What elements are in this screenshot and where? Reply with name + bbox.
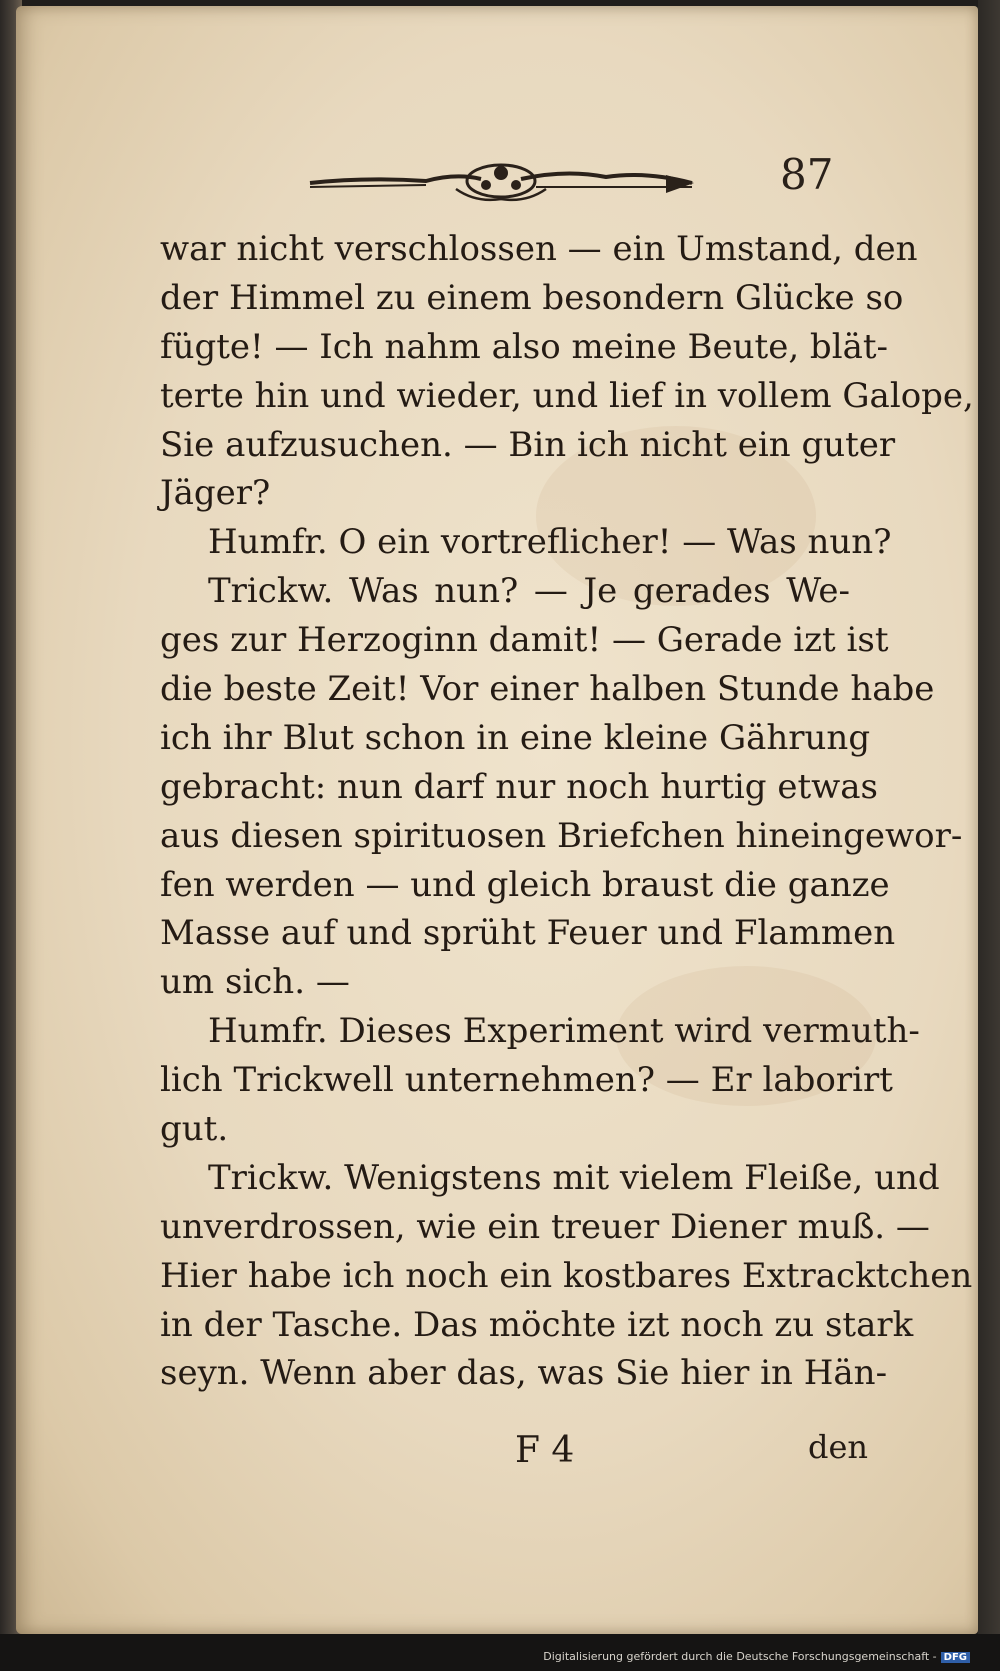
text-line: gebracht: nun darf nur noch hurtig etwas: [160, 766, 878, 807]
body-text: [160, 225, 974, 1398]
text-line: war nicht verschlossen — ein Umstand, den: [160, 229, 918, 269]
text-line: terte hin und wieder, und lief in vollem Galope,: [160, 375, 974, 416]
text-line: fen werden — und gleich braust die ganze: [160, 864, 890, 905]
text-line: um sich. —: [160, 962, 350, 1003]
text-line: gut.: [160, 1109, 229, 1150]
digitization-credit: [543, 1650, 970, 1663]
text-line: in der Tasche. Das möchte izt noch zu stark: [160, 1304, 914, 1345]
catchword: den: [808, 1428, 869, 1466]
dialogue-line: Trickw. Wenigstens mit vielem Fleiße, und: [208, 1157, 940, 1198]
text-line: ich ihr Blut schon in eine kleine Gährung: [160, 717, 871, 758]
text-line: seyn. Wenn aber das, was Sie hier in Hän-: [160, 1353, 888, 1394]
decorative-ornament-icon: [306, 155, 696, 211]
text-line: Masse auf und sprüht Feuer und Flammen: [160, 913, 896, 954]
text-line: ges zur Herzoginn damit! — Gerade izt ist: [160, 620, 889, 661]
book-edge-right: [978, 0, 1000, 1640]
text-line: aus diesen spirituosen Briefchen hineingewor-: [160, 815, 963, 856]
text-line: der Himmel zu einem besondern Glücke so: [160, 277, 904, 318]
text-line: Sie aufzusuchen. — Bin ich nicht ein guter: [160, 424, 896, 465]
dialogue-line: Humfr. Dieses Experiment wird vermuth-: [208, 1011, 920, 1052]
text-line: unverdrossen, wie ein treuer Diener muß. —: [160, 1206, 930, 1247]
text-line: lich Trickwell unternehmen? — Er laborirt: [160, 1060, 893, 1101]
dfg-logo: DFG: [941, 1652, 970, 1663]
text-line: Hier habe ich noch ein kostbares Extracktchen: [160, 1255, 973, 1296]
page-number: 87: [780, 150, 834, 199]
text-line: fügte! — Ich nahm also meine Beute, blät-: [160, 326, 888, 367]
dialogue-line: Trickw. Was nun? — Je gerades We-: [208, 571, 850, 612]
dialogue-line: Humfr. O ein vortreflicher! — Was nun?: [208, 522, 892, 563]
signature-mark: F 4: [515, 1430, 575, 1471]
credit-text: Digitalisierung gefördert durch die Deutsche Forschungsgemeinschaft -: [543, 1650, 937, 1663]
text-line: Jäger?: [160, 473, 271, 514]
text-line: die beste Zeit! Vor einer halben Stunde habe: [160, 669, 935, 710]
